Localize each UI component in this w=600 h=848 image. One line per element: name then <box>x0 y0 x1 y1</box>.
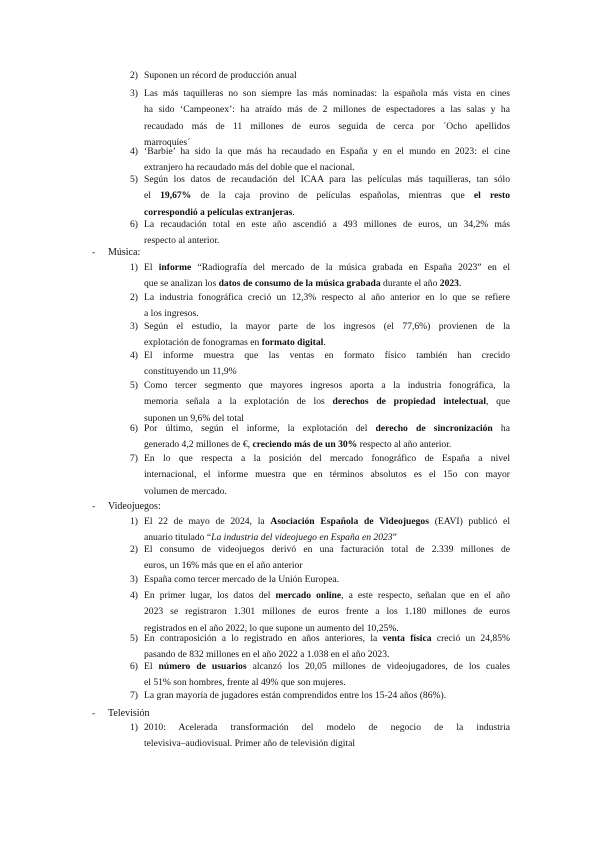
bold-text: informe <box>158 262 192 273</box>
bold-text: datos de consumo de la música grabada <box>218 278 381 290</box>
list-item-line: La gran mayoría de jugadores están comprendidos entre los 15-24 años (86%). <box>144 690 447 701</box>
list-item <box>144 348 510 381</box>
list-item-number: 3) <box>130 574 138 585</box>
list-item-number: 3) <box>130 88 138 99</box>
section-bullet: - <box>92 501 96 512</box>
list-item-line: El consumo de videojuegos derivó en una facturación total de 2.339 millones de <box>144 544 510 555</box>
list-item-number: 6) <box>130 423 138 434</box>
list-item-line: Por último, según el informe, la explotación del derecho de sincronización ha <box>144 423 510 434</box>
list-item-line: Según los datos de recaudación del ICAA para las películas más taquilleras, tan sólo <box>144 174 510 185</box>
list-item-line: registrados en el año 2022, lo que supone un aumento del 10,25%. <box>144 622 399 634</box>
bold-text: formato digital <box>261 337 324 349</box>
bold-text: 19,67% <box>160 190 192 202</box>
list-item-number: 7) <box>130 453 138 464</box>
list-item <box>144 172 510 221</box>
list-item-line: En primer lugar, los datos del mercado online, a este respecto, señalan que en el año <box>144 590 510 601</box>
list-item-line: a los ingresos. <box>144 308 199 320</box>
list-item <box>144 720 510 753</box>
list-item-line: España como tercer mercado de la Unión Europea. <box>144 574 339 585</box>
list-item <box>144 68 510 84</box>
list-item-line: respecto al anterior. <box>144 235 220 247</box>
section-title: Música: <box>108 247 141 258</box>
list-item <box>144 290 510 323</box>
bold-text: creciendo más de un 30% <box>252 439 358 451</box>
list-item-number: 6) <box>130 219 138 230</box>
list-item-number: 1) <box>130 722 138 733</box>
list-item <box>144 572 510 588</box>
list-item <box>144 378 510 427</box>
bold-text: derecho de sincronización <box>375 423 493 434</box>
list-item-line: Las más taquilleras no son siempre las más nominadas: la española más vista en cines <box>144 88 510 99</box>
list-item-line: televisiva–audiovisual. Primer año de televisión digital <box>144 738 356 750</box>
list-item-number: 5) <box>130 380 138 391</box>
list-item <box>144 688 510 704</box>
list-item-line: El 22 de mayo de 2024, la Asociación Española de Videojuegos (EAVI) publicó el <box>144 516 510 527</box>
bold-text: mercado online <box>275 590 342 601</box>
list-item-line: En contraposición a lo registrado en años anteriores, la venta física creció un 24,85% <box>144 633 510 644</box>
list-item-line: constituyendo un 11,9% <box>144 366 237 378</box>
list-item-line: anuario titulado “La industria del videojuego en España en 2023” <box>144 532 397 544</box>
list-item-line: Suponen un récord de producción anual <box>144 70 297 81</box>
bold-text: Asociación Española de Videojuegos <box>270 516 429 527</box>
list-item-line: extranjero ha recaudado más del doble que el nacional. <box>144 162 355 174</box>
section-bullet: - <box>92 708 96 719</box>
list-item-line: correspondió a películas extranjeras. <box>144 206 295 218</box>
list-item-line: recaudado más de 11 millones de euros seguida de cerca por ´Ocho apellidos <box>144 120 510 132</box>
section-title: Videojuegos: <box>108 501 161 512</box>
list-item-line: 2023 se registraron 1.301 millones de euros frente a los 1.180 millones de euros <box>144 606 510 618</box>
list-item <box>144 319 510 352</box>
list-item-line: pasando de 832 millones en el año 2022 a 1.038 en el año 2023. <box>144 649 390 661</box>
list-item-number: 3) <box>130 321 138 332</box>
list-item-number: 6) <box>130 661 138 672</box>
bold-text: el resto <box>473 190 511 202</box>
bold-text: 2023 <box>439 278 459 290</box>
list-item-line: que se analizan los datos de consumo de la música grabada durante el año 2023. <box>144 278 462 290</box>
list-item <box>144 260 510 293</box>
list-item-line: En lo que respecta a la posición del mercado fonográfico de España a nivel <box>144 453 510 464</box>
list-item-number: 2) <box>130 70 138 81</box>
italic-text: La industria del videojuego en España en 2023 <box>211 532 393 544</box>
list-item-number: 2) <box>130 544 138 555</box>
list-item-line: 2010: Acelerada transformación del modelo de negocio de la industria <box>144 722 510 733</box>
list-item-number: 2) <box>130 292 138 303</box>
list-item-number: 4) <box>130 146 138 157</box>
list-item-line: memoria señala a la explotación de los derechos de propiedad intelectual, que <box>144 396 510 408</box>
list-item-line: el 19,67% de la caja provino de películas españolas, mientras que el resto <box>144 190 511 202</box>
list-item <box>144 588 510 637</box>
list-item-number: 5) <box>130 174 138 185</box>
list-item-number: 5) <box>130 633 138 644</box>
list-item <box>144 659 510 692</box>
list-item-number: 4) <box>130 350 138 361</box>
list-item <box>144 542 510 575</box>
list-item-line: volumen de mercado. <box>144 485 227 497</box>
list-item-line: internacional, el informe muestra que en términos absolutos es el 15o con mayor <box>144 469 510 481</box>
list-item-line: ‘Barbie’ ha sido la que más ha recaudado en España y en el mundo en 2023: el cine <box>144 146 510 157</box>
list-item-number: 1) <box>130 516 138 527</box>
bold-text: derechos de propiedad intelectual <box>332 396 486 408</box>
list-item-line: La industria fonográfica creció un 12,3% respecto al año anterior en lo que se refiere <box>144 292 510 303</box>
list-item-line: Según el estudio, la mayor parte de los ingresos (el 77,6%) provienen de la <box>144 321 510 332</box>
bold-text: número de usuarios <box>158 661 247 672</box>
list-item <box>144 421 510 454</box>
bold-text: correspondió a películas extranjeras <box>144 206 293 218</box>
list-item <box>144 451 510 500</box>
list-item-line: El informe “Radiografía del mercado de la música grabada en España 2023” en el <box>144 262 510 273</box>
list-item-line: suponen un 9,6% del total <box>144 412 244 424</box>
list-item-line: ha sido ‘Campeonex’: ha atraído más de 2 millones de espectadores a las salas y ha <box>144 104 510 116</box>
list-item <box>144 217 510 250</box>
list-item-line: el 51% son hombres, frente al 49% que son mujeres. <box>144 677 346 689</box>
list-item-number: 7) <box>130 690 138 701</box>
list-item-line: generado 4,2 millones de €, creciendo más de un 30% respecto al año anterior. <box>144 439 452 451</box>
list-item-number: 1) <box>130 262 138 273</box>
bold-text: venta física <box>382 633 432 644</box>
list-item-line: explotación de fonogramas en formato digital. <box>144 337 326 349</box>
list-item-line: euros, un 16% más que en el año anterior <box>144 560 303 572</box>
section-title: Televisión <box>108 708 150 719</box>
list-item-line: El informe muestra que las ventas en formato físico también han crecido <box>144 350 510 361</box>
list-item-line: marroquíes´ <box>144 137 191 149</box>
list-item-line: El número de usuarios alcanzó los 20,05 millones de videojugadores, de los cuales <box>144 661 510 672</box>
list-item-line: La recaudación total en este año ascendió a 493 millones de euros, un 34,2% más <box>144 219 510 230</box>
list-item-number: 4) <box>130 590 138 601</box>
section-bullet: - <box>92 247 96 258</box>
list-item <box>144 86 510 152</box>
list-item-line: Como tercer segmento que mayores ingresos aporta a la industria fonográfica, la <box>144 380 510 391</box>
